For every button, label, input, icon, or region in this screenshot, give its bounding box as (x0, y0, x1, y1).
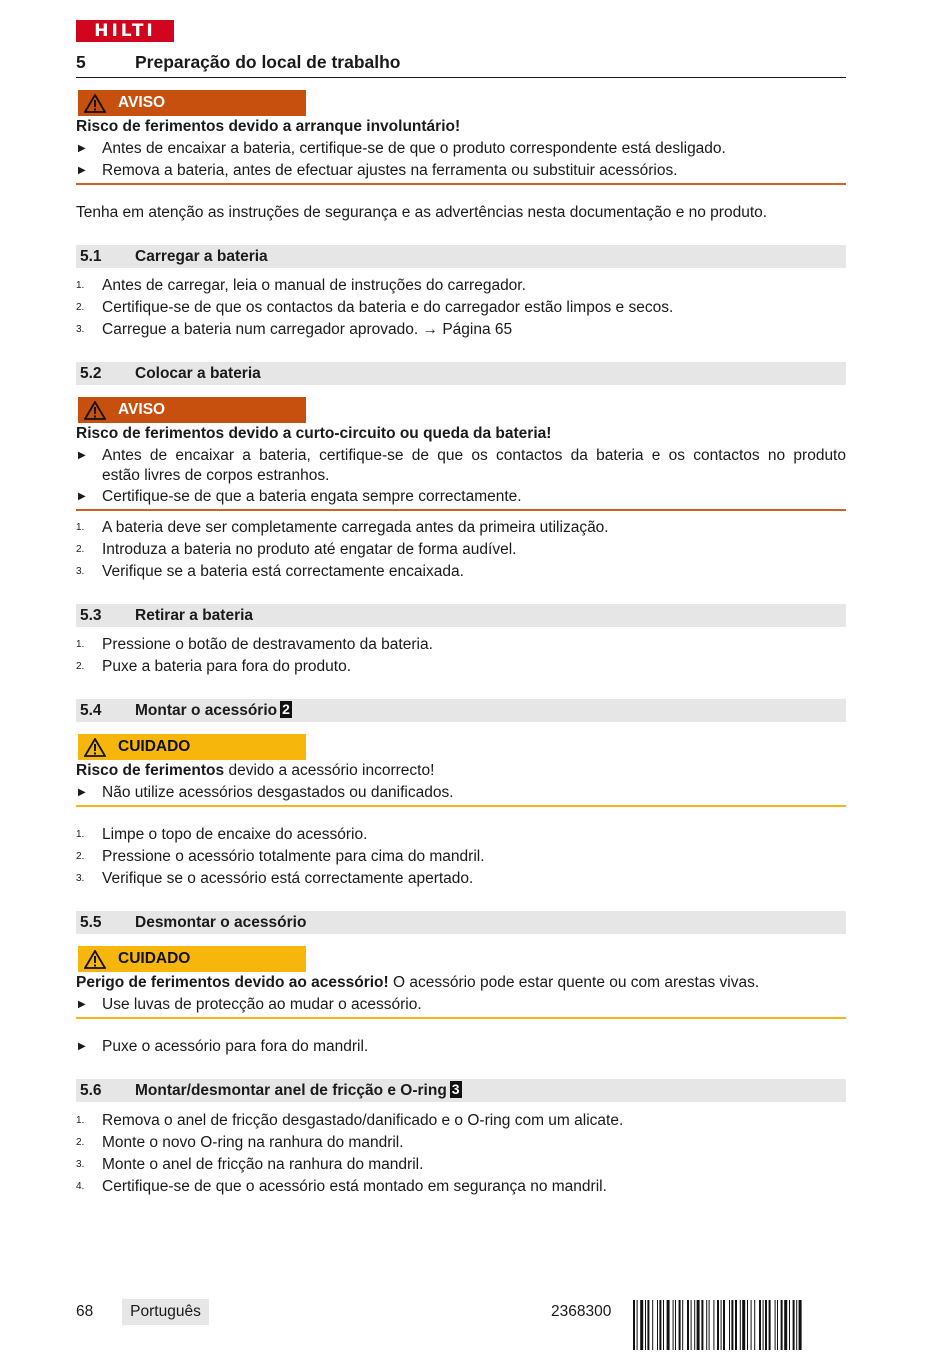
barcode-bar (633, 1300, 635, 1350)
section-heading-5-2: 5.2 Colocar a bateria (76, 362, 846, 385)
warning-triangle-icon (84, 401, 106, 420)
chapter-title: Preparação do local de trabalho (135, 52, 401, 72)
chapter-number: 5 (76, 52, 86, 72)
section-heading-5-4: 5.4 Montar o acessório 2 (76, 699, 846, 722)
barcode-bar (694, 1300, 695, 1350)
language-label: Português (122, 1299, 209, 1325)
warning-aviso-bar: AVISO (78, 397, 306, 423)
intro-text: Tenha em atenção as instruções de segurança e as advertências nesta documentação e no produto. (76, 204, 768, 221)
triangle-bullet-icon: ▶ (78, 999, 86, 1010)
warning-label: AVISO (118, 94, 166, 111)
barcode (633, 1300, 846, 1350)
figure-reference: 2 (282, 701, 290, 717)
barcode-bar (751, 1300, 752, 1350)
section-heading-5-6: 5.6 Montar/desmontar anel de fricção e O-ring 3 (76, 1079, 846, 1102)
section-heading-5-3: 5.3 Retirar a bateria (76, 604, 846, 627)
barcode-bar (691, 1300, 692, 1350)
triangle-bullet-icon: ▶ (78, 787, 86, 798)
barcode-bar (675, 1300, 676, 1350)
warning-cuidado-bar: CUIDADO (78, 734, 306, 760)
brand-name: HILTI (94, 21, 156, 41)
warning-triangle-icon (84, 950, 106, 969)
triangle-bullet-icon: ▶ (78, 491, 86, 502)
barcode-bar (781, 1300, 783, 1350)
barcode-bar (652, 1300, 653, 1350)
barcode-bar (673, 1300, 674, 1350)
warning-end-rule (76, 805, 846, 807)
page-number: 68 (76, 1303, 94, 1320)
barcode-bar (723, 1300, 725, 1350)
barcode-bar (765, 1300, 767, 1350)
barcode-bar (663, 1300, 664, 1350)
triangle-bullet-icon: ▶ (78, 143, 86, 154)
barcode-bar (721, 1300, 722, 1350)
barcode-bar (709, 1300, 710, 1350)
barcode-bar (687, 1300, 689, 1350)
barcode-bar (799, 1300, 802, 1350)
triangle-bullet-icon: ▶ (78, 1041, 86, 1052)
barcode-bar (731, 1300, 733, 1350)
document-code: 2368300 (551, 1303, 612, 1320)
warning-aviso-bar (78, 90, 306, 116)
section-heading-5-5: 5.5 Desmontar o acessório (76, 911, 846, 934)
barcode-bar (706, 1300, 707, 1350)
barcode-bar (763, 1300, 764, 1350)
barcode-bar (729, 1300, 730, 1350)
barcode-bar (793, 1300, 795, 1350)
barcode-bar (697, 1300, 700, 1350)
barcode-bar (667, 1300, 670, 1350)
barcode-bar (713, 1300, 714, 1350)
barcode-bar (735, 1300, 737, 1350)
warning-triangle-icon (84, 94, 106, 113)
warning-end-rule (76, 1017, 846, 1019)
barcode-bar (740, 1300, 741, 1350)
barcode-bar (784, 1300, 787, 1350)
barcode-bar (759, 1300, 761, 1350)
triangle-bullet-icon: ▶ (78, 165, 86, 176)
figure-reference: 3 (451, 1081, 460, 1097)
barcode-bar (777, 1300, 778, 1350)
triangle-bullet-icon: ▶ (78, 450, 86, 461)
warning-heading: Risco de ferimentos devido a arranque involuntário! (76, 118, 461, 135)
section-heading-5-1: 5.1 Carregar a bateria (76, 245, 846, 268)
barcode-bar (647, 1300, 649, 1350)
barcode-bar (775, 1300, 776, 1350)
warning-triangle-icon (84, 738, 106, 757)
barcode-bar (645, 1300, 646, 1350)
barcode-bar (717, 1300, 719, 1350)
warning-heading: Risco de ferimentos devido a curto-circuito ou queda da bateria! (76, 425, 552, 442)
barcode-bar (637, 1300, 638, 1350)
barcode-bar (679, 1300, 681, 1350)
barcode-bar (640, 1300, 643, 1350)
barcode-bar (701, 1300, 703, 1350)
warning-heading: Risco de ferimentos devido a acessório incorrecto! (76, 762, 435, 779)
hilti-logo (76, 20, 174, 42)
barcode-bar (682, 1300, 683, 1350)
barcode-bar (789, 1300, 790, 1350)
barcode-bar (659, 1300, 661, 1350)
barcode-bar (657, 1300, 658, 1350)
warning-end-rule (76, 183, 846, 185)
warning-cuidado-bar: CUIDADO (78, 946, 306, 972)
barcode-bar (769, 1300, 771, 1350)
warning-end-rule (76, 509, 846, 511)
barcode-bar (754, 1300, 755, 1350)
barcode-bar (742, 1300, 745, 1350)
warning-heading: Perigo de ferimentos devido ao acessório! O acessório pode estar quente ou com arestas vivas. (76, 974, 760, 991)
barcode-bar (747, 1300, 748, 1350)
chapter-heading (76, 52, 846, 78)
barcode-bar (796, 1300, 797, 1350)
